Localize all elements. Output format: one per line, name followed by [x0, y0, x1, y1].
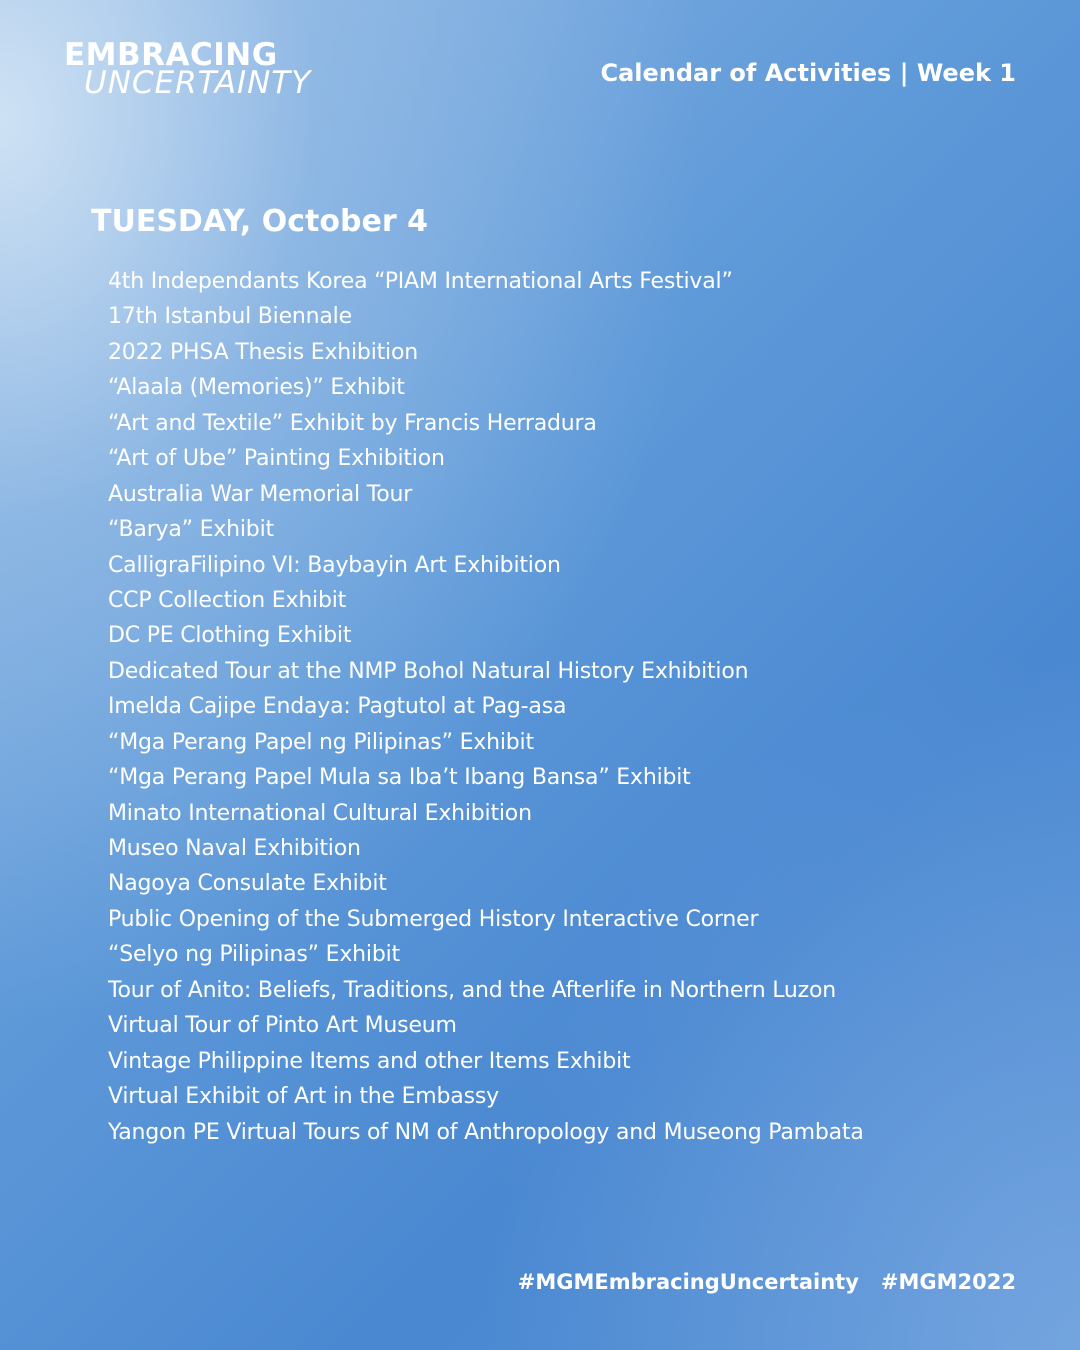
- activity-item: “Art of Ube” Painting Exhibition: [108, 446, 445, 472]
- activity-item: “Art and Textile” Exhibit by Francis Herradura: [108, 410, 597, 436]
- activity-item: Tour of Anito: Beliefs, Traditions, and the Afterlife in Northern Luzon: [108, 977, 836, 1003]
- hashtag-mgm2022: #MGM2022: [880, 1270, 1016, 1294]
- activity-item: Minato International Cultural Exhibition: [108, 800, 532, 826]
- calendar-title: Calendar of Activities | Week 1: [600, 59, 1016, 87]
- activity-item: “Mga Perang Papel ng Pilipinas” Exhibit: [108, 729, 534, 755]
- activity-item: 2022 PHSA Thesis Exhibition: [108, 339, 418, 365]
- activity-item: 4th Independants Korea “PIAM International Arts Festival”: [108, 269, 733, 294]
- activity-item: Imelda Cajipe Endaya: Pagtutol at Pag-asa: [108, 694, 567, 720]
- logo-text-embracing: EMBRACING: [64, 37, 278, 73]
- activity-item: Dedicated Tour at the NMP Bohol Natural History Exhibition: [108, 658, 749, 684]
- activity-item: CalligraFilipino VI: Baybayin Art Exhibition: [108, 552, 561, 578]
- activity-item: Nagoya Consulate Exhibit: [108, 871, 387, 897]
- hashtag-footer: [518, 1270, 1016, 1294]
- activity-item: “Selyo ng Pilipinas” Exhibit: [108, 942, 400, 968]
- activity-item: Yangon PE Virtual Tours of NM of Anthropology and Museong Pambata: [108, 1119, 864, 1145]
- activity-item: “Barya” Exhibit: [108, 517, 274, 543]
- event-logo: [64, 37, 312, 101]
- logo-text-uncertainty: UNCERTAINTY: [84, 65, 312, 101]
- activity-item: Virtual Tour of Pinto Art Museum: [108, 1013, 457, 1039]
- activity-item: “Mga Perang Papel Mula sa Iba’t Ibang Bansa” Exhibit: [108, 765, 691, 791]
- activity-item: Australia War Memorial Tour: [108, 481, 413, 507]
- activity-item: “Alaala (Memories)” Exhibit: [108, 375, 405, 401]
- activity-list: [108, 264, 864, 1150]
- hashtag-embracing-uncertainty: #MGMEmbracingUncertainty: [517, 1270, 859, 1294]
- activity-item: Vintage Philippine Items and other Items Exhibit: [108, 1048, 631, 1074]
- activity-item: CCP Collection Exhibit: [108, 587, 347, 613]
- activity-item: 17th Istanbul Biennale: [108, 304, 352, 330]
- activity-item: Public Opening of the Submerged History Interactive Corner: [108, 906, 759, 932]
- day-heading: TUESDAY, October 4: [91, 204, 428, 239]
- activity-item: Virtual Exhibit of Art in the Embassy: [108, 1084, 499, 1110]
- activity-item: Museo Naval Exhibition: [108, 836, 361, 861]
- activity-item: DC PE Clothing Exhibit: [108, 623, 352, 649]
